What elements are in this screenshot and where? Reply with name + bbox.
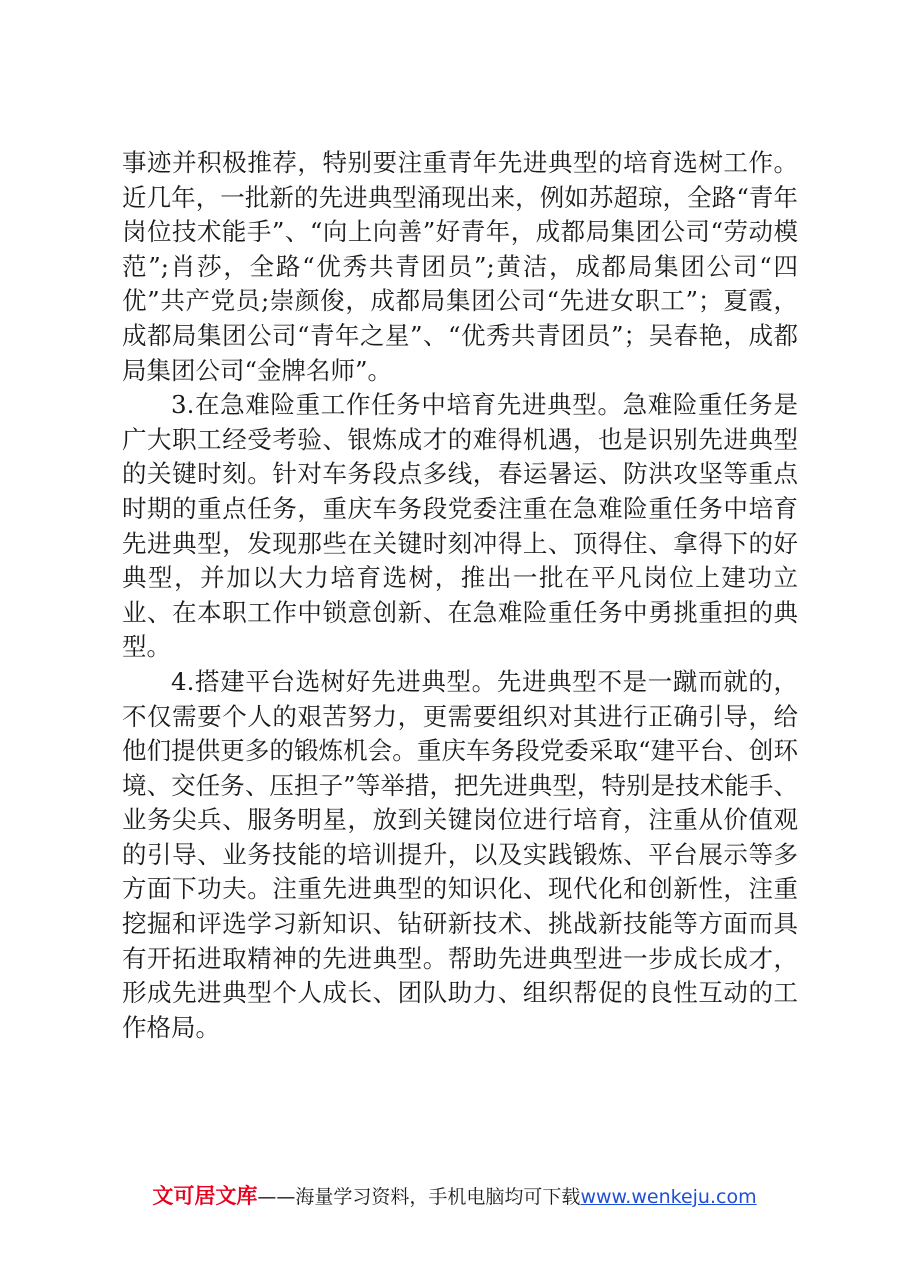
document-body: [122, 146, 798, 1045]
paragraph-1: 事迹并积极推荐，特别要注重青年先进典型的培育选树工作。近几年，一批新的先进典型涌现出来，例如苏超琼，全路“青年岗位技术能手”、“向上向善”好青年，成都局集团公司“劳动模范”;肖莎，全路“优秀共青团员”;黄洁，成都局集团公司“四优”共产党员;崇颜俊，成都局集团公司“先进女职工”；夏霞，成都局集团公司“青年之星”、“优秀共青团员”；吴春艳，成都局集团公司“金牌名师”。: [122, 148, 798, 385]
footer-site-link[interactable]: www.wenkeju.com: [580, 1186, 757, 1208]
paragraph-2: 3.在急难险重工作任务中培育先进典型。急难险重任务是广大职工经受考验、银炼成才的难得机遇，也是识别先进典型的关键时刻。针对车务段点多线，春运暑运、防洪攻坚等重点时期的重点任务，重庆车务段党委注重在急难险重任务中培育先进典型，发现那些在关键时刻冲得上、顶得住、拿得下的好典型，并加以大力培育选树，推出一批在平凡岗位上建功立业、在本职工作中锁意创新、在急难险重任务中勇挑重担的典型。: [122, 390, 798, 662]
paragraph-3: 4.搭建平台选树好先进典型。先进典型不是一蹴而就的，不仅需要个人的艰苦努力，更需要组织对其进行正确引导，给他们提供更多的锻炼机会。重庆车务段党委采取“建平台、创环境、交任务、压担子”等举措，把先进典型，特别是技术能手、业务尖兵、服务明星，放到关键岗位进行培育，注重从价值观的引导、业务技能的培训提升，以及实践锻炼、平台展示等多方面下功夫。注重先进典型的知识化、现代化和创新性，注重挖掘和评选学习新知识、钻研新技术、挑战新技能等方面而具有开拓进取精神的先进典型。帮助先进典型进一步成长成才，形成先进典型个人成长、团队助力、组织帮促的良性互动的工作格局。: [122, 666, 798, 1042]
footer-brand: 文可居文库: [152, 1184, 258, 1208]
page-footer: [0, 1182, 909, 1211]
footer-slogan: ——海量学习资料，手机电脑均可下载: [257, 1186, 581, 1208]
